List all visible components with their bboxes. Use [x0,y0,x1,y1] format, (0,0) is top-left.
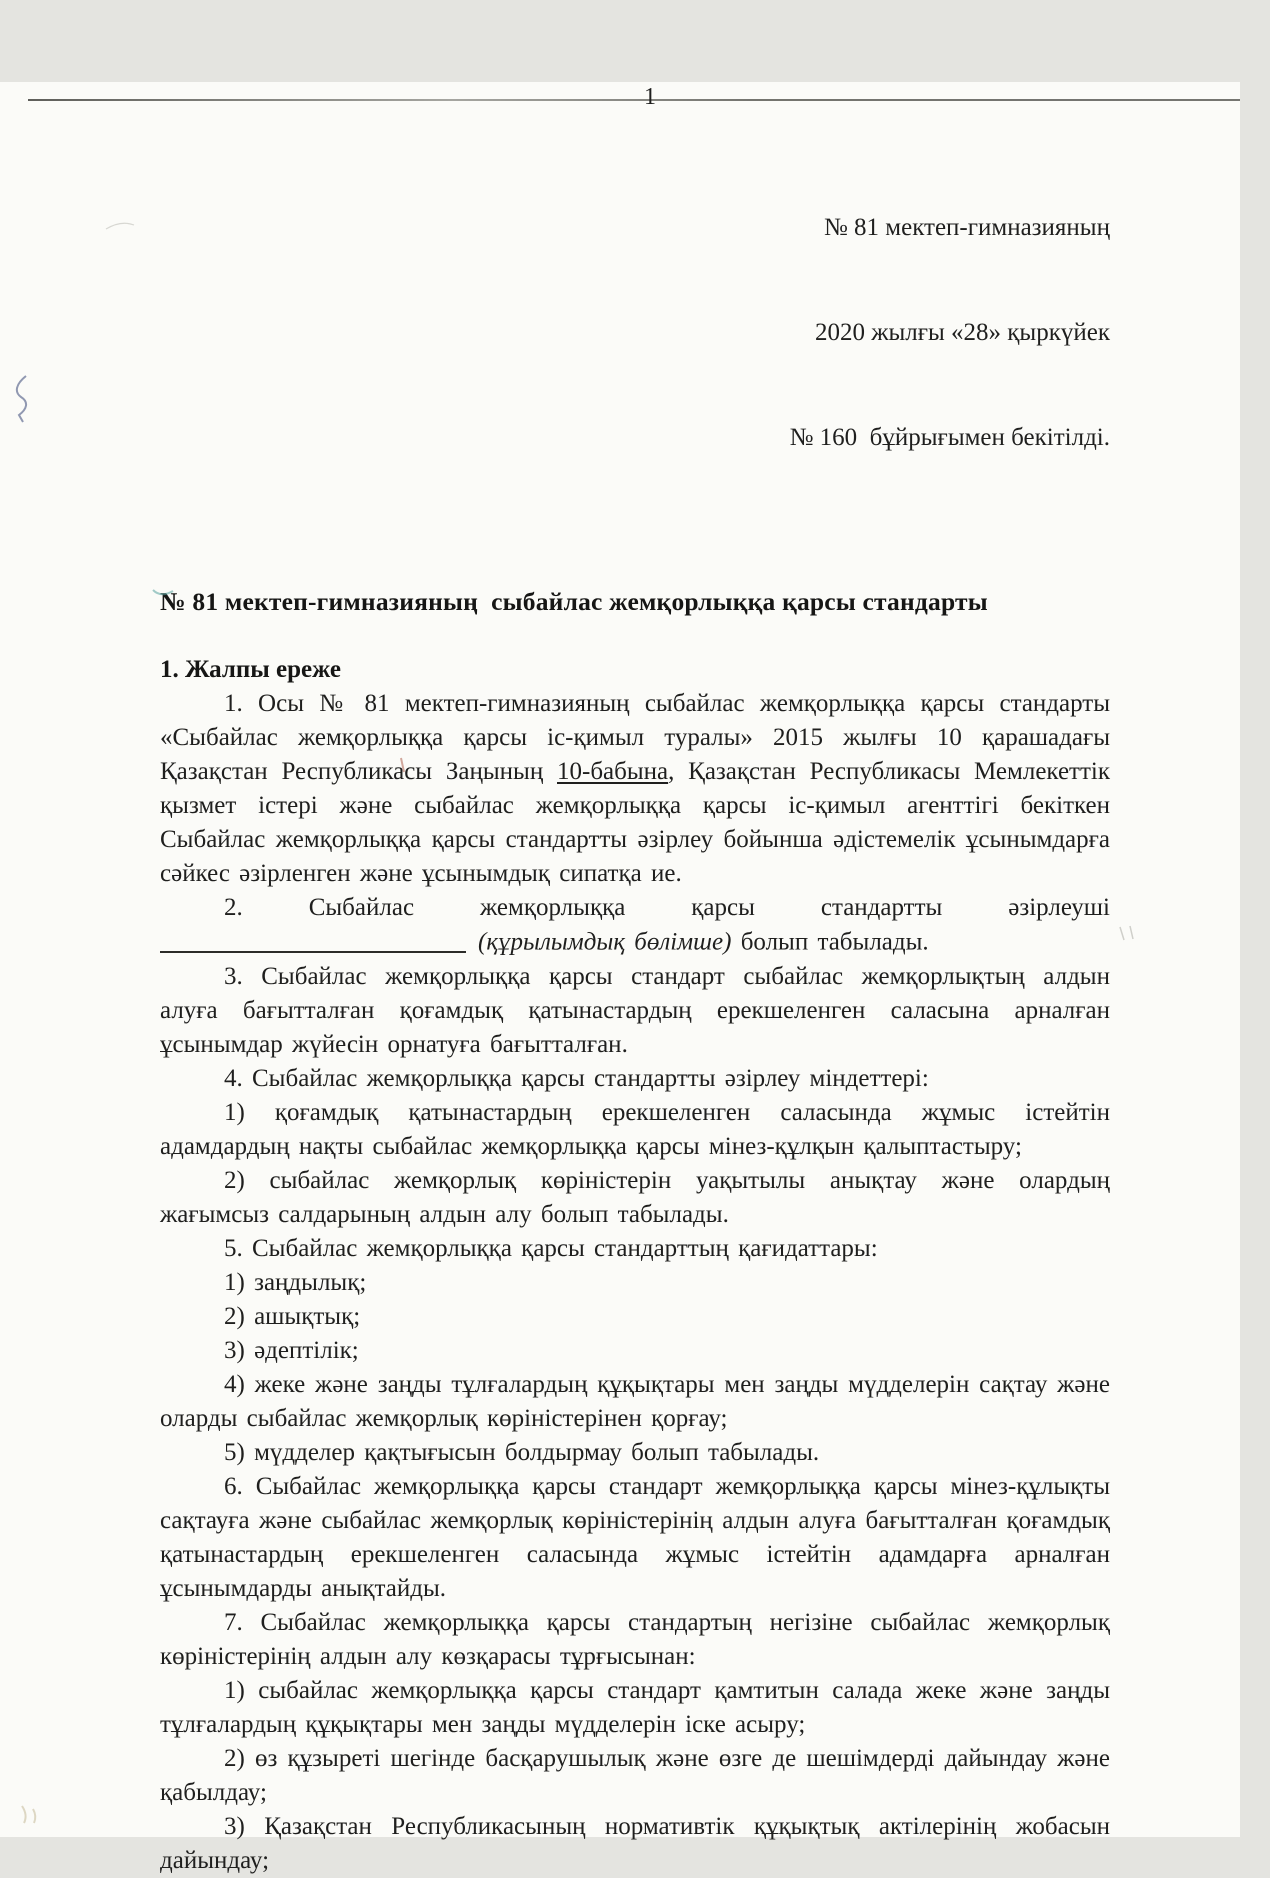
fill-in-blank-underline [160,928,466,953]
approval-line-2: 2020 жылғы «28» қыркүйек [814,319,1110,346]
paragraph-6: 6. Сыбайлас жемқорлыққа қарсы стандарт жемқорлыққа қарсы мінез-құлықты сақтауға және сыбайлас жемқорлық көріністерінің алдын алуға бағытталған қоғамдық қатынастардың ерекшеленген саласында жұмыс істейтін адамдарға арналған ұсынымдарды анықтайды. [160,1472,1110,1602]
paragraph-4: 4. Сыбайлас жемқорлыққа қарсы стандартты әзірлеу міндеттері: [224,1064,929,1092]
paragraph-5-item-4: 4) жеке және заңды тұлғалардың құқықтары мен заңды мүдделерін сақтау және оларды сыбайлас жемқорлық көріністерінен қорғау; [160,1370,1110,1432]
paragraph-1 [160,687,1110,891]
paragraph-2-line-2 [160,925,1110,960]
scanned-document-page [0,82,1240,1874]
paragraph-5-item-1: 1) заңдылық; [224,1268,367,1296]
paragraph-7-item-3: 3) Қазақстан Республикасының нормативтік құқықтық актілерінің жобасын дайындау; [160,1812,1110,1874]
section-1-heading: 1. Жалпы ереже [160,656,342,683]
paragraph-1-text-before: 1. Осы № 81 мектеп-гимназияның сыбайлас жемқорлыққа қарсы стандарты «Сыбайлас жемқорлыққа қарсы іс-қимыл туралы» 2015 жылғы 10 қарашадағы Қазақстан Республикасы Заңының [160,690,1110,785]
paragraph-5-item-2: 2) ашықтық; [224,1302,361,1330]
page-number: 1 [644,84,656,110]
approval-block [0,140,1240,525]
paragraph-4-item-1: 1) қоғамдық қатынастардың ерекшеленген саласында жұмыс істейтін адамдардың нақты сыбайлас жемқорлыққа қарсы мінез-құлқын қалыптастыру; [160,1098,1110,1160]
paragraph-5: 5. Сыбайлас жемқорлыққа қарсы стандарттың қағидаттары: [224,1234,878,1262]
ditto-smudge [1120,926,1133,940]
paragraph-5-item-5: 5) мүдделер қақтығысын болдырмау болып табылады. [224,1438,820,1466]
paragraph-7-item-1: 1) сыбайлас жемқорлыққа қарсы стандарт қамтитын салада жеке және заңды тұлғалардың құқықтары мен заңды мүдделерін іске асыру; [160,1676,1110,1738]
paragraph-7-item-2: 2) өз құзыреті шегінде басқарушылық және өзге де шешімдерді дайындау және қабылдау; [160,1744,1110,1806]
approval-line-1: № 81 мектеп-гимназияның [823,214,1110,241]
paragraph-3: 3. Сыбайлас жемқорлыққа қарсы стандарт сыбайлас жемқорлықтың алдын алуға бағытталған қоғамдық қатынастардың ерекшеленген саласына арналған ұсынымдар жүйесін орнатуға бағытталған. [160,962,1110,1058]
paragraph-2-line-1: 2. Сыбайлас жемқорлыққа қарсы стандартты әзірлеуші [224,894,1110,921]
paragraph-4-item-2: 2) сыбайлас жемқорлық көріністерін уақытылы анықтау және олардың жағымсыз салдарының алдын алу болып табылады. [160,1166,1110,1228]
document-title: № 81 мектеп-гимназияның сыбайлас жемқорлыққа қарсы стандарты [160,587,988,616]
approval-line-3: № 160 бұйрығымен бекітілді. [789,424,1110,451]
paragraph-5-item-3: 3) әдептілік; [224,1336,359,1364]
paragraph-1-text-after: , Қазақстан Республикасы Мемлекеттік қызмет істері және сыбайлас жемқорлыққа қарсы іс-қимыл агенттігі бекіткен Сыбайлас жемқорлыққа қарсы стандартты әзірлеу бойынша әдістемелік ұсынымдарға сәйкес әзірленген және ұсынымдық сипатқа ие. [160,758,1110,887]
underlined-law-reference: 10-бабына [557,758,669,785]
italic-parenthetical: (құрылымдық бөлімше) [478,928,732,956]
bottom-left-smudge [22,1806,35,1823]
paragraph-7: 7. Сыбайлас жемқорлыққа қарсы стандартың негізіне сыбайлас жемқорлық көріністерінің алдын алу көзқарасы тұрғысынан: [160,1608,1110,1670]
paragraph-2-tail: болып табылады. [740,928,929,956]
